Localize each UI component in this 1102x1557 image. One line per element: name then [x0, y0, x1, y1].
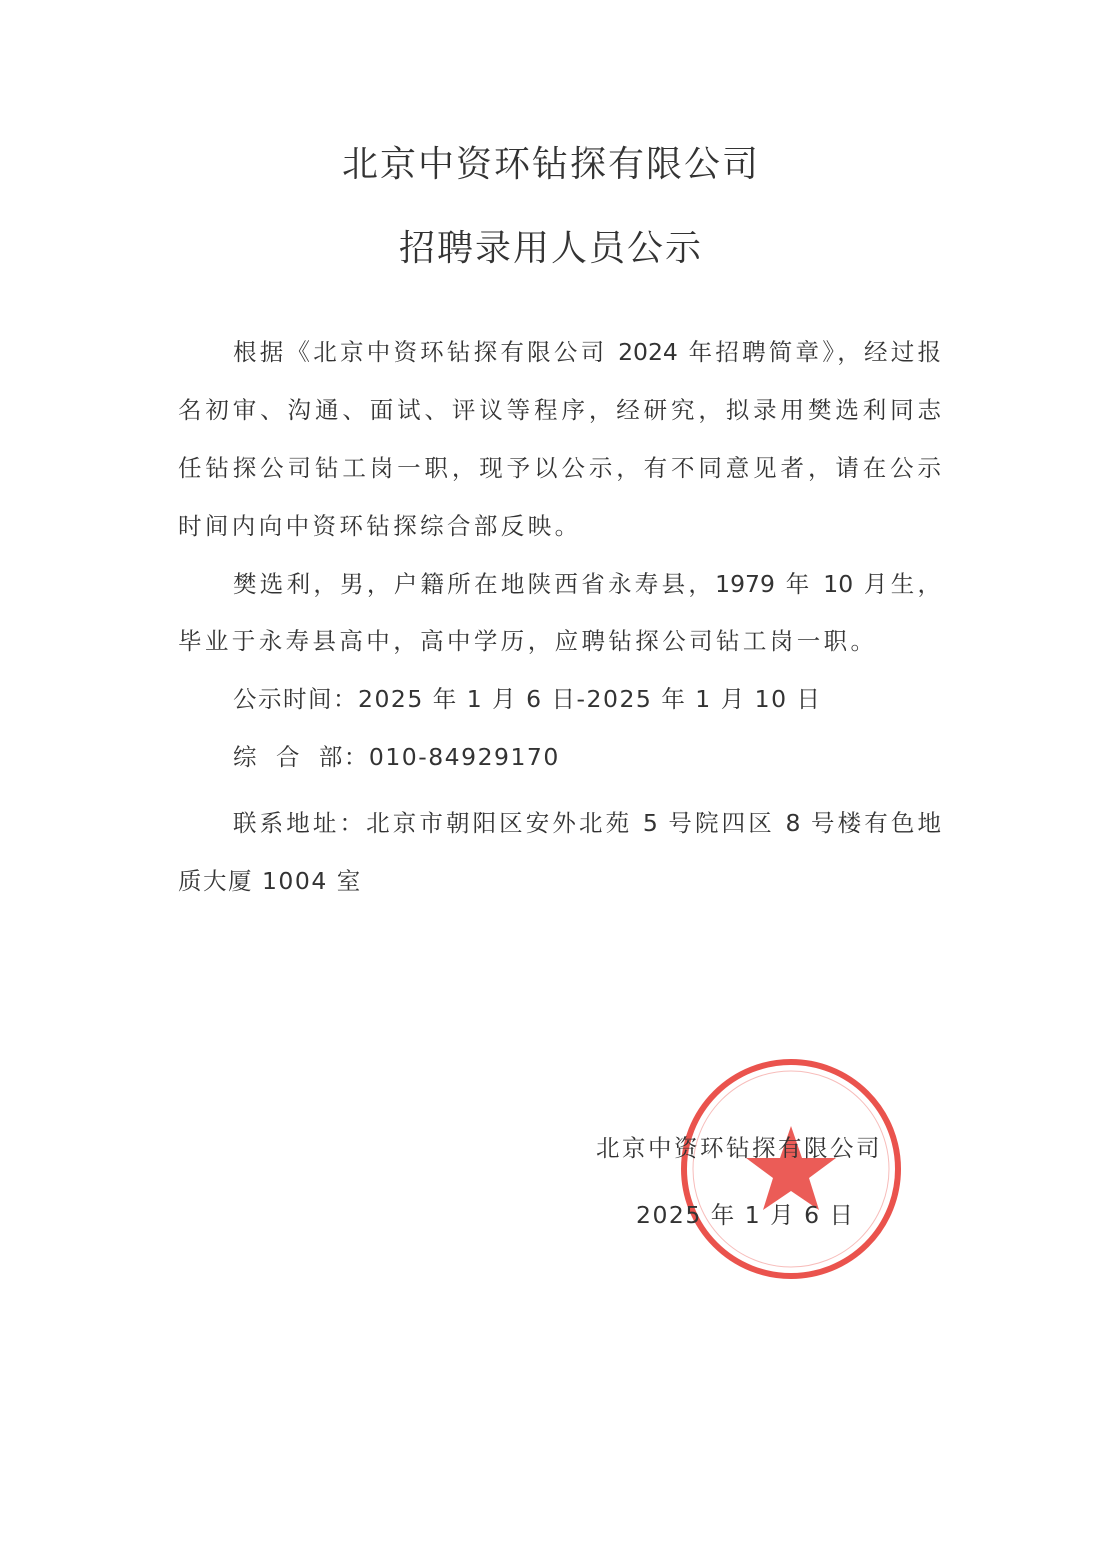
- contact-address: 联系地址：北京市朝阳区安外北苑 5 号院四区 8 号楼有色地: [233, 809, 941, 837]
- body-line: 名初审、沟通、面试、评议等程序，经研究，拟录用樊选利同志: [178, 396, 941, 424]
- body-line: 时间内向中资环钻探综合部反映。: [178, 512, 582, 540]
- signature-company: 北京中资环钻探有限公司: [596, 1134, 882, 1162]
- contact-address-cont: 质大厦 1004 室: [178, 867, 362, 895]
- doc-title-company: 北京中资环钻探有限公司: [341, 144, 760, 185]
- doc-title-notice: 招聘录用人员公示: [398, 228, 703, 269]
- notice-period: 公示时间：2025 年 1 月 6 日-2025 年 1 月 10 日: [233, 685, 822, 713]
- signature-date: 2025 年 1 月 6 日: [636, 1201, 855, 1229]
- body-line: 樊选利，男，户籍所在地陕西省永寿县，1979 年 10 月生，: [233, 570, 941, 598]
- body-line: 根据《北京中资环钻探有限公司 2024 年招聘简章》，经过报: [233, 338, 941, 366]
- body-line: 毕业于永寿县高中，高中学历，应聘钻探公司钻工岗一职。: [178, 627, 878, 655]
- body-line: 任钻探公司钻工岗一职，现予以公示，有不同意见者，请在公示: [178, 454, 941, 482]
- contact-dept: 综 合 部：010-84929170: [233, 743, 560, 771]
- company-seal: [676, 1054, 906, 1284]
